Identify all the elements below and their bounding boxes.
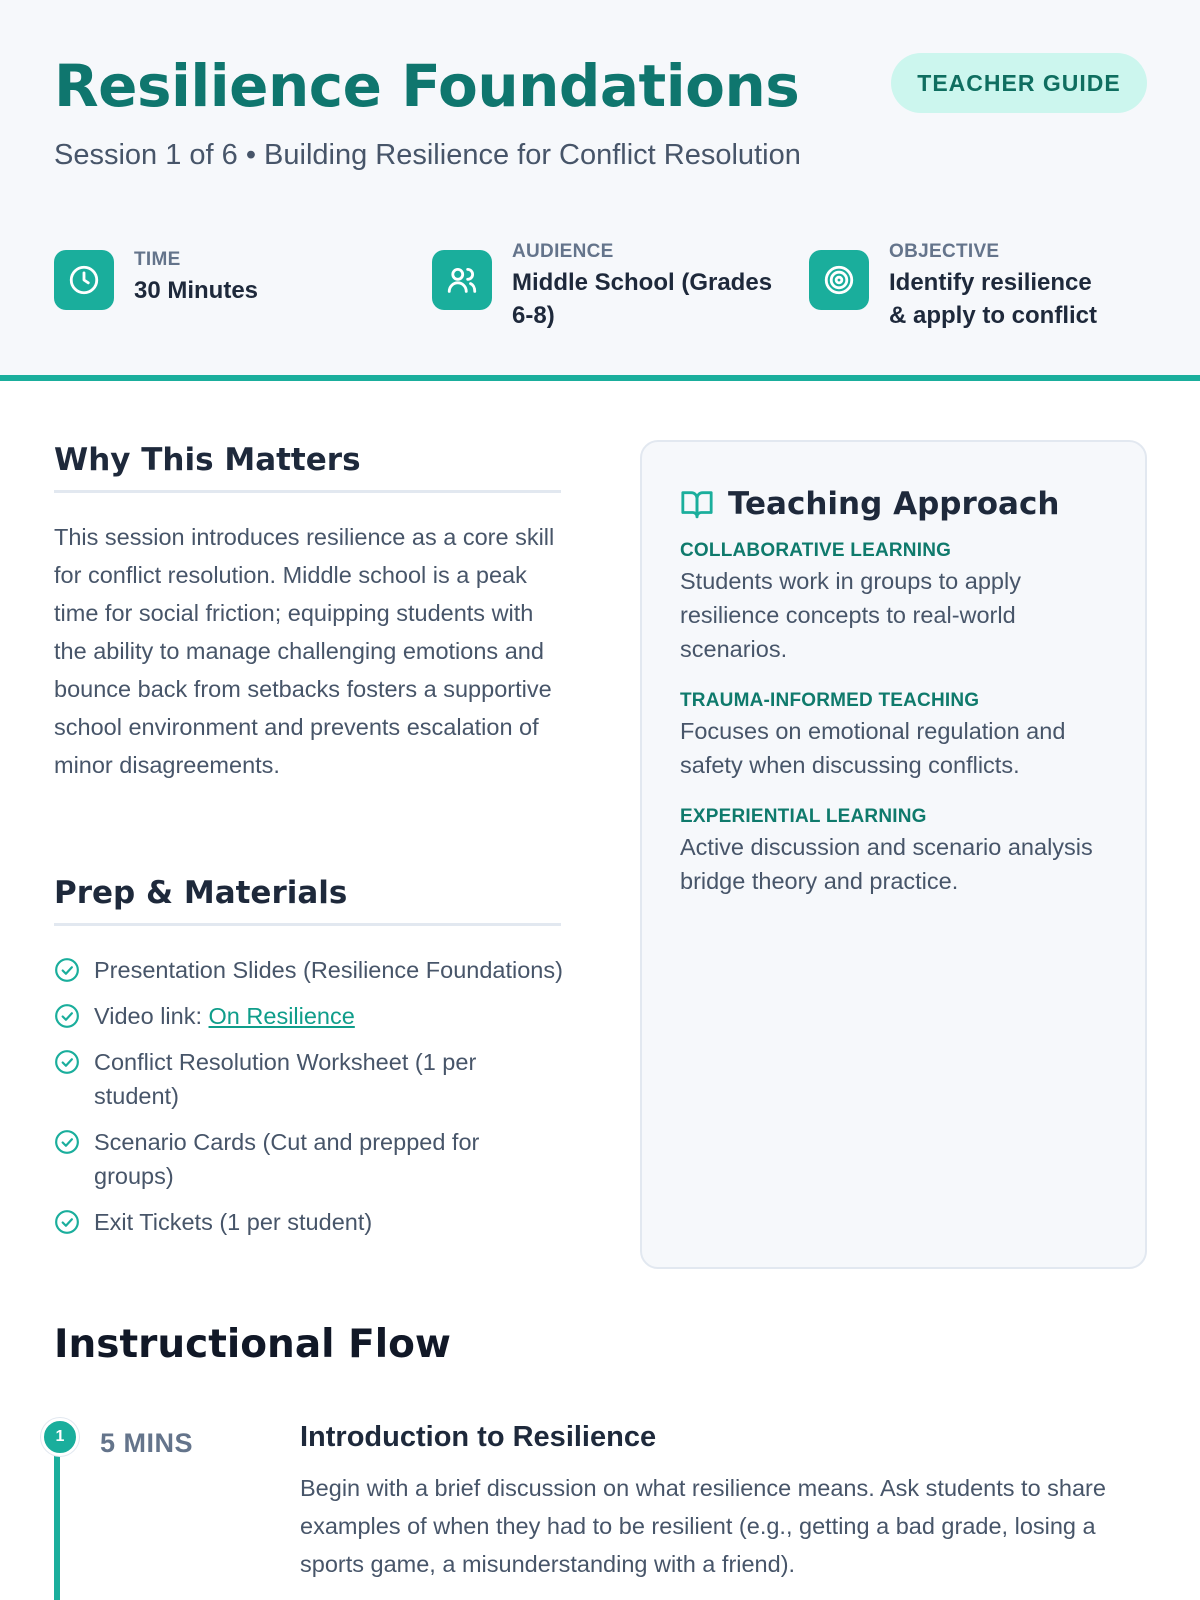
- approach-item: [680, 688, 1107, 782]
- material-text: Conflict Resolution Worksheet (1 per student): [94, 1049, 477, 1109]
- prep-heading: Prep & Materials: [54, 875, 561, 926]
- list-item: [54, 1125, 564, 1193]
- approach-text: Active discussion and scenario analysis bridge theory and practice.: [680, 834, 1093, 894]
- list-item: [54, 999, 564, 1033]
- approach-item: [680, 804, 1107, 898]
- meta-objective: [809, 240, 1149, 332]
- meta-value: Middle School (Grades 6-8): [512, 269, 773, 329]
- meta-label: OBJECTIVE: [889, 241, 1000, 262]
- check-circle-icon: [54, 1049, 80, 1075]
- page-subtitle: Session 1 of 6 • Building Resilience for Conflict Resolution: [54, 139, 801, 171]
- users-icon: [432, 250, 492, 310]
- teaching-approach-card: [640, 440, 1147, 1269]
- check-circle-icon: [54, 1129, 80, 1155]
- meta-label: TIME: [134, 249, 181, 270]
- approach-heading-text: Teaching Approach: [728, 486, 1060, 522]
- why-body: This session introduces resilience as a core skill for conflict resolution. Middle school is a peak time for social friction; equipping students with the ability to manage challenging emotions and bounce back from setbacks fosters a supportive school environment and prevents escalation of minor disagreements.: [54, 524, 555, 778]
- list-item: [54, 953, 564, 987]
- material-text: Scenario Cards (Cut and prepped for groups): [94, 1129, 480, 1189]
- step-number: 1: [41, 1418, 79, 1456]
- step-body: Begin with a brief discussion on what resilience means. Ask students to share examples of when they had to be resilient (e.g., getting a bad grade, losing a sports game, a misunderstanding with a friend).: [300, 1475, 1106, 1577]
- approach-text: Focuses on emotional regulation and safety when discussing conflicts.: [680, 718, 1066, 778]
- teacher-guide-badge: TEACHER GUIDE: [891, 53, 1147, 113]
- list-item: [54, 1045, 564, 1113]
- clock-icon: [54, 250, 114, 310]
- step-title: Introduction to Resilience: [300, 1421, 657, 1453]
- page-header: [0, 0, 1200, 381]
- flow-heading: Instructional Flow: [54, 1322, 451, 1367]
- materials-list: [54, 953, 564, 1251]
- approach-label: COLLABORATIVE LEARNING: [680, 540, 952, 561]
- approach-text: Students work in groups to apply resilience concepts to real-world scenarios.: [680, 568, 1021, 662]
- open-book-icon: [680, 487, 714, 521]
- meta-label: AUDIENCE: [512, 241, 614, 262]
- approach-label: TRAUMA-INFORMED TEACHING: [680, 690, 980, 711]
- approach-heading: [680, 486, 1107, 522]
- meta-value: 30 Minutes: [134, 277, 259, 304]
- material-text: Presentation Slides (Resilience Foundations): [94, 957, 563, 983]
- check-circle-icon: [54, 957, 80, 983]
- meta-audience: [432, 240, 782, 332]
- material-text: Exit Tickets (1 per student): [94, 1209, 373, 1235]
- approach-item: [680, 538, 1107, 666]
- list-item: [54, 1205, 564, 1239]
- meta-value: Identify resilience & apply to conflict: [889, 269, 1098, 329]
- step-duration: 5 MINS: [100, 1428, 194, 1458]
- check-circle-icon: [54, 1209, 80, 1235]
- page-title: Resilience Foundations: [54, 52, 800, 120]
- material-text: Video link:: [94, 1003, 209, 1029]
- why-heading: Why This Matters: [54, 442, 561, 493]
- video-link[interactable]: On Resilience: [208, 1003, 355, 1029]
- approach-label: EXPERIENTIAL LEARNING: [680, 806, 927, 827]
- check-circle-icon: [54, 1003, 80, 1029]
- meta-time: [54, 240, 384, 310]
- target-icon: [809, 250, 869, 310]
